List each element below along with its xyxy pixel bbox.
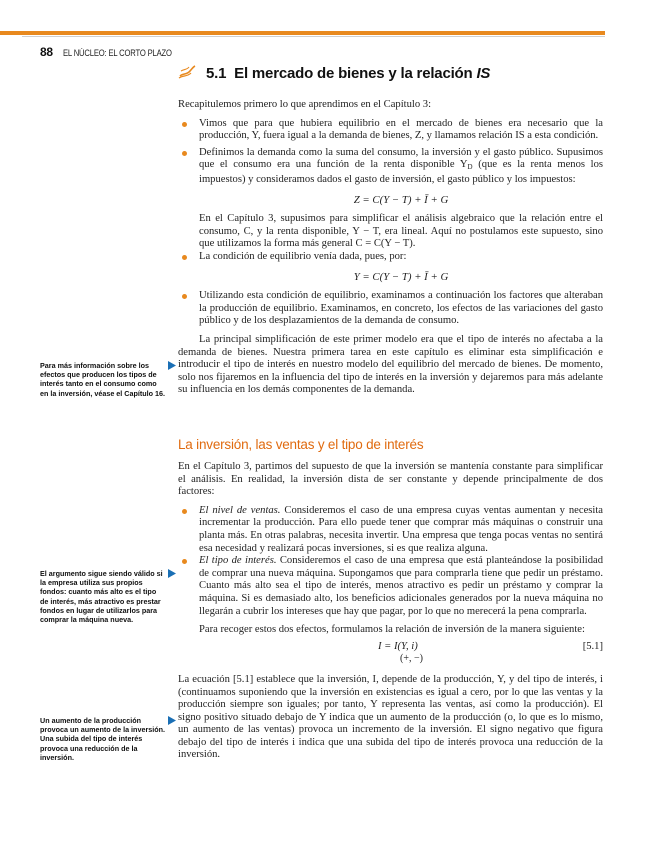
- section-title-text: El mercado de bienes y la relación: [234, 65, 473, 82]
- main-text-block-1: [178, 99, 603, 397]
- bullet-icon: [182, 122, 187, 127]
- subsection-heading: La inversión, las ventas y el tipo de interés: [178, 437, 424, 452]
- running-head: EL NÚCLEO: EL CORTO PLAZO: [63, 48, 173, 58]
- list-item: El nivel de ventas. Consideremos el caso de una empresa cuyas ventas aumentan y necesita incrementar la producción. Para ello puede tener que comprar más máquinas o construir una planta más. En otras palabras, necesita invertir. Una empresa que tenga pocas ventas no sentirá esa necesidad y realizará pocas inversiones, si es que realiza alguna.: [178, 505, 603, 555]
- arrow-right-icon: [168, 569, 176, 578]
- equation-equilibrium: Y = C(Y − T) + Ī + G: [353, 270, 449, 283]
- recap-list-3: [178, 290, 603, 328]
- web-link-icon[interactable]: [178, 64, 196, 80]
- recap-list: [178, 118, 603, 187]
- bullet-icon: [182, 559, 187, 564]
- paragraph-simplification: La principal simplificación de este primer modelo era que el tipo de interés no afectaba a la demanda de bienes. Nuestra primera tarea en este capítulo es eliminar esta simplificación e introducir el tipo de interés en nuestro modelo del equilibrio del mercado de bienes. De momento, solo nos fijaremos en la influencia del tipo de interés en la inversión y dejaremos para más adelante su influencia en los demás componentes de la demanda.: [178, 333, 603, 396]
- section-number: 5.1: [205, 65, 227, 82]
- page-number: 88: [40, 45, 53, 59]
- intro-paragraph: Recapitulemos primero lo que aprendimos en el Capítulo 3:: [178, 99, 432, 110]
- factor-title: El nivel de ventas.: [199, 504, 281, 516]
- equation-demand: Z = C(Y − T) + Ī + G: [353, 193, 449, 206]
- top-accent-bar: [0, 31, 605, 35]
- list-item: La condición de equilibrio venía dada, pues, por:: [178, 251, 603, 264]
- paragraph-cap3: En el Capítulo 3, supusimos para simplificar el análisis algebraico que la relación entre el consumo, C, y la renta disponible, Y − T, era lineal. Aquí no postulamos este supuesto, sino que utilizamos la forma más general C = C(Y − T).: [199, 213, 603, 250]
- equation-number: [5.1]: [582, 640, 603, 652]
- arrow-right-icon: [168, 716, 176, 725]
- section-title: [178, 64, 490, 82]
- list-item: Vimos que para que hubiera equilibrio en el mercado de bienes era necesario que la producción, Y, fuera igual a la demanda de bienes, Z, y llamamos relación IS a esta condición.: [178, 118, 603, 143]
- equation-investment: I = I(Y, i) [5.1]: [378, 640, 603, 652]
- margin-note-3: Un aumento de la producción provoca un aumento de la inversión. Una subida del tipo de interés provoca una reducción de la inversión.: [40, 716, 166, 762]
- factor-title: El tipo de interés.: [199, 555, 277, 567]
- recap-list-2: [178, 251, 603, 264]
- top-rule: [22, 36, 605, 37]
- bullet-icon: [182, 509, 187, 514]
- arrow-right-icon: [168, 361, 176, 370]
- page-header: [40, 43, 191, 59]
- paragraph-final: La ecuación [5.1] establece que la inversión, I, depende de la producción, Y, y del tipo de interés, i (continuamos suponiendo que la inversión en existencias es igual a cero, por lo que las ventas y la producción siempre son iguales; por tanto, Y representa las ventas, así como la producción). El signo positivo situado debajo de Y indica que un aumento de la producción (o, lo que es lo mismo, un aumento de las ventas) provoca un incremento de la inversión. El signo negativo que figura debajo del tipo de interés i indica que una subida del tipo de interés provoca una reducción de la inversión.: [178, 673, 603, 761]
- bullet-icon: [182, 255, 187, 260]
- bullet-icon: [182, 151, 187, 156]
- main-text-block-2: [178, 461, 603, 762]
- bullet-icon: [182, 294, 187, 299]
- equation-signs: (+, −): [400, 653, 423, 665]
- margin-note-1: Para más información sobre los efectos que producen los tipos de interés tanto en el consumo como en la inversión, véase el Capítulo 16.: [40, 361, 166, 398]
- list-item: Utilizando esta condición de equilibrio, examinamos a continuación los factores que alteraban la producción de equilibrio. Examinamos, en concreto, los efectos de las variaciones del gasto público y de los desplazamientos de la demanda de consumo.: [178, 290, 603, 328]
- list-item: Definimos la demanda como la suma del consumo, la inversión y el gasto público. Supusimos que el consumo era una función de la renta disponible YD (que es la renta menos los impuestos) y consideramos dados el gasto de inversión, el gasto público y los impuestos:: [178, 147, 603, 187]
- paragraph-formulation: Para recoger estos dos efectos, formulamos la relación de inversión de la manera siguiente:: [199, 624, 585, 636]
- paragraph-investment: En el Capítulo 3, partimos del supuesto de que la inversión se mantenía constante para simplificar el análisis. En realidad, la inversión dista de ser constante y depende principalmente de dos factores:: [178, 461, 603, 498]
- section-title-is: IS: [476, 65, 491, 82]
- margin-note-2: El argumento sigue siendo válido si la empresa utiliza sus propios fondos: cuanto más alto es el tipo de interés, más atractivo es prestar fondos en lugar de utilizarlos para comprar la máquina nueva.: [40, 569, 166, 624]
- list-item: El tipo de interés. Consideremos el caso de una empresa que está planteándose la posibilidad de comprar una nueva máquina. Supongamos que para comprarla tiene que pedir un préstamo. Cuanto más alto sea el tipo de interés, menos atractivo es pedir un préstamo y comprar la máquina. Si es demasiado alto, los beneficios adicionales generados por la nueva máquina no llegarán a cubrir los intereses que hay que pagar, por lo que no merecerá la pena comprarla.: [178, 555, 603, 618]
- factors-list: [178, 505, 603, 618]
